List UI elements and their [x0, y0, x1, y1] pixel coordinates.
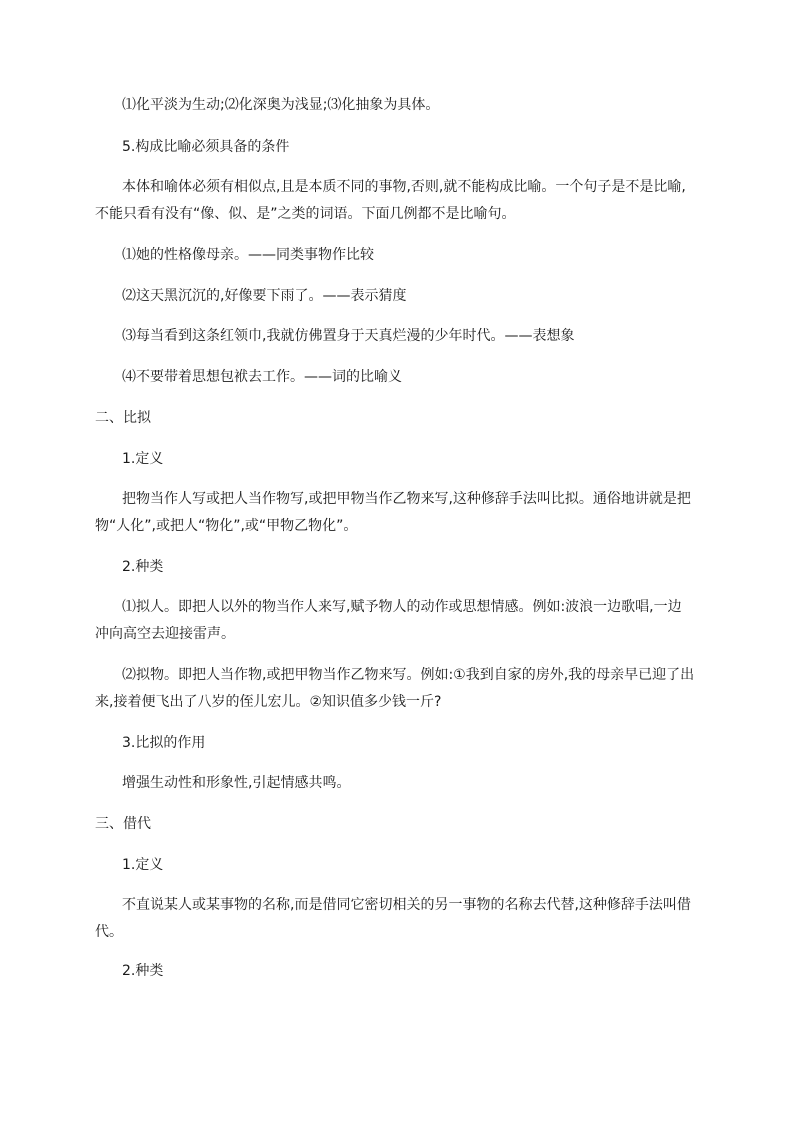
subheading-metonymy-definition: 1.定义: [122, 857, 164, 873]
example-item-4: ⑷不要带着思想包袱去工作。——词的比喻义: [122, 369, 402, 385]
subheading-definition: 1.定义: [122, 451, 164, 467]
paragraph-conditions: 本体和喻体必须有相似点,且是本质不同的事物,否则,就不能构成比喻。一个句子是不是比喻,不能只看有没有“像、似、是”之类的词语。下面几例都不是比喻句。: [95, 179, 686, 222]
chapter-heading-metonymy: 三、借代: [95, 816, 151, 832]
paragraph-type-2: ⑵拟物。即把人当作物,或把甲物当作乙物来写。例如:①我到自家的房外,我的母亲早已迎了出来,接着便飞出了八岁的侄儿宏儿。②知识值多少钱一斤?: [95, 667, 695, 710]
example-item-2: ⑵这天黑沉沉的,好像要下雨了。——表示猜度: [122, 288, 407, 304]
example-item-3: ⑶每当看到这条红领巾,我就仿佛置身于天真烂漫的少年时代。——表想象: [122, 328, 575, 344]
subheading-types: 2.种类: [122, 559, 164, 575]
subheading-metonymy-types: 2.种类: [122, 963, 164, 979]
paragraph-effect: 增强生动性和形象性,引起情感共鸣。: [122, 775, 351, 791]
paragraph-type-1: ⑴拟人。即把人以外的物当作人来写,赋予物人的动作或思想情感。例如:波浪一边歌唱,一边冲向高空去迎接雷声。: [95, 599, 682, 642]
chapter-heading-personification: 二、比拟: [95, 410, 151, 426]
example-item-1: ⑴她的性格像母亲。——同类事物作比较: [122, 247, 374, 263]
effects-list: ⑴化平淡为生动;⑵化深奥为浅显;⑶化抽象为具体。: [122, 97, 440, 113]
section-heading-conditions: 5.构成比喻必须具备的条件: [122, 139, 290, 155]
paragraph-metonymy-definition: 不直说某人或某事物的名称,而是借同它密切相关的另一事物的名称去代替,这种修辞手法叫借代。: [95, 897, 691, 940]
paragraph-definition: 把物当作人写或把人当作物写,或把甲物当作乙物来写,这种修辞手法叫比拟。通俗地讲就是把物“人化”,或把人“物化”,或“甲物乙物化”。: [95, 491, 691, 534]
subheading-effect: 3.比拟的作用: [122, 735, 206, 751]
